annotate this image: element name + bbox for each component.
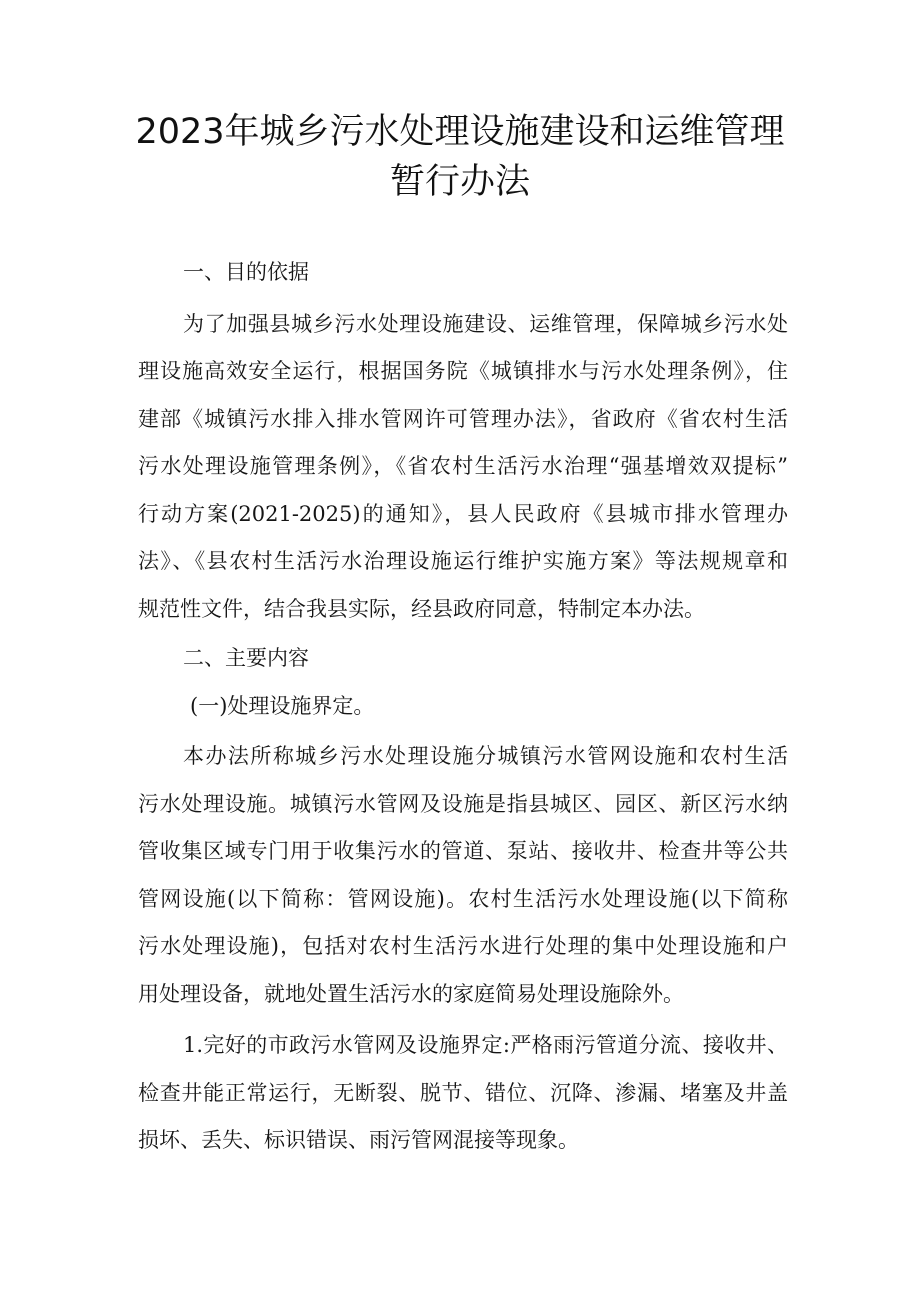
- paragraph-line: 用处理设备，就地处置生活污水的家庭简易处理设施除外。: [138, 982, 684, 1006]
- document-title-line-2: 暂行办法: [389, 162, 530, 202]
- section-heading-main-content: 二、主要内容: [183, 646, 309, 670]
- paragraph-line: 建部《城镇污水排入排水管网许可管理办法》，省政府《省农村生活: [138, 407, 788, 431]
- paragraph-line: 为了加强县城乡污水处理设施建设、运维管理，保障城乡污水处: [183, 312, 788, 336]
- paragraph-line: 污水处理设施。城镇污水管网及设施是指县城区、园区、新区污水纳: [138, 792, 788, 816]
- list-item-line: 检查井能正常运行，无断裂、脱节、错位、沉降、渗漏、堵塞及井盖: [138, 1081, 788, 1105]
- list-item-line: 损坏、丢失、标识错误、雨污管网混接等现象。: [138, 1128, 579, 1152]
- paragraph-line: 规范性文件，结合我县实际，经县政府同意，特制定本办法。: [138, 597, 705, 621]
- paragraph-line: 理设施高效安全运行，根据国务院《城镇排水与污水处理条例》，住: [138, 359, 788, 383]
- paragraph-line: 污水处理设施管理条例》，《省农村生活污水治理“强基增效双提标”: [138, 454, 788, 478]
- list-item-line: 1.完好的市政污水管网及设施界定:严格雨污管道分流、接收井、: [183, 1033, 788, 1057]
- subsection-heading-facility-definition: (一)处理设施界定。: [190, 694, 375, 718]
- paragraph-line: 本办法所称城乡污水处理设施分城镇污水管网设施和农村生活: [183, 744, 788, 768]
- paragraph-line: 管网设施(以下简称：管网设施)。农村生活污水处理设施(以下简称: [138, 887, 788, 911]
- paragraph-line: 管收集区域专门用于收集污水的管道、泵站、接收井、检查井等公共: [138, 839, 788, 863]
- section-heading-purpose: 一、目的依据: [183, 260, 309, 284]
- paragraph-line: 行动方案(2021-2025)的通知》，县人民政府《县城市排水管理办: [138, 502, 788, 526]
- paragraph-line: 污水处理设施)，包括对农村生活污水进行处理的集中处理设施和户: [138, 934, 788, 958]
- document-title-line-1: 2023年城乡污水处理设施建设和运维管理: [135, 112, 785, 152]
- paragraph-line: 法》、《县农村生活污水治理设施运行维护实施方案》等法规规章和: [138, 549, 788, 573]
